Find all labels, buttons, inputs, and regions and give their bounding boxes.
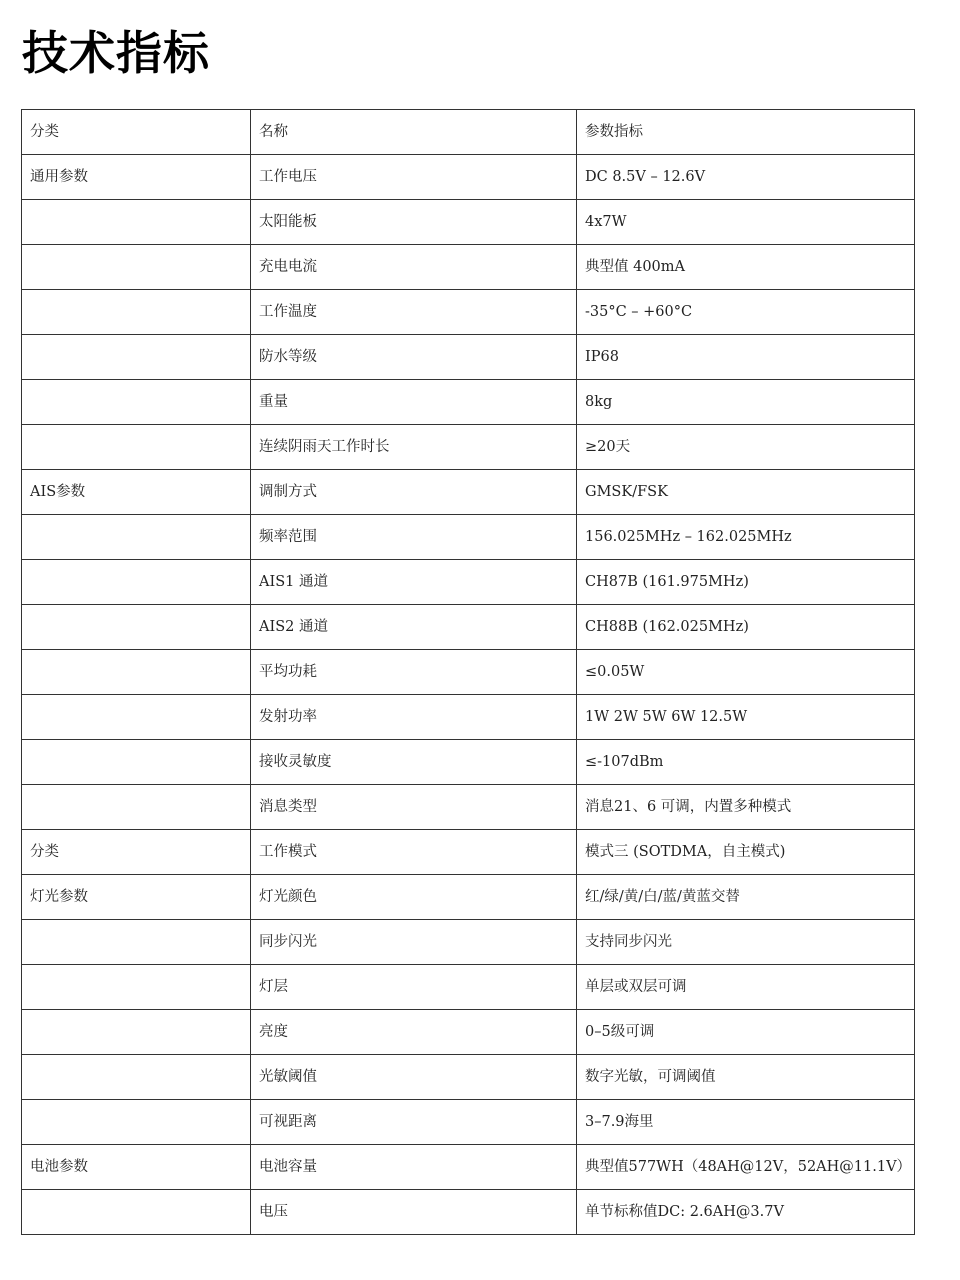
cell-category <box>22 1055 251 1100</box>
table-row <box>22 965 915 1010</box>
cell-category: AIS参数 <box>22 470 251 515</box>
cell-value: ≤-107dBm <box>577 740 915 785</box>
cell-category <box>22 425 251 470</box>
cell-name: 工作电压 <box>251 155 577 200</box>
table-row <box>22 920 915 965</box>
cell-value: 数字光敏，可调阈值 <box>577 1055 915 1100</box>
table-row <box>22 785 915 830</box>
cell-category <box>22 605 251 650</box>
cell-category: 电池参数 <box>22 1145 251 1190</box>
cell-value: IP68 <box>577 335 915 380</box>
cell-value: CH88B (162.025MHz) <box>577 605 915 650</box>
cell-name: 频率范围 <box>251 515 577 560</box>
cell-value: 8kg <box>577 380 915 425</box>
cell-name: 防水等级 <box>251 335 577 380</box>
cell-value: 单层或双层可调 <box>577 965 915 1010</box>
table-row <box>22 1145 915 1190</box>
cell-name: 调制方式 <box>251 470 577 515</box>
cell-category <box>22 200 251 245</box>
table-header-row <box>22 110 915 155</box>
cell-value: 红/绿/黄/白/蓝/黄蓝交替 <box>577 875 915 920</box>
table-row <box>22 515 915 560</box>
page-title: 技术指标 <box>22 26 210 80</box>
cell-name: 电压 <box>251 1190 577 1235</box>
table-row <box>22 560 915 605</box>
cell-value: 1W 2W 5W 6W 12.5W <box>577 695 915 740</box>
cell-value: 消息21、6 可调，内置多种模式 <box>577 785 915 830</box>
table-row <box>22 1100 915 1145</box>
header-spec: 参数指标 <box>577 110 915 155</box>
cell-name: 工作模式 <box>251 830 577 875</box>
cell-value: ≥20天 <box>577 425 915 470</box>
cell-category <box>22 650 251 695</box>
cell-value: -35°C – +60°C <box>577 290 915 335</box>
table-row <box>22 605 915 650</box>
cell-name: 亮度 <box>251 1010 577 1055</box>
table-row <box>22 155 915 200</box>
cell-name: 太阳能板 <box>251 200 577 245</box>
cell-value: CH87B (161.975MHz) <box>577 560 915 605</box>
table-row <box>22 335 915 380</box>
cell-category: 分类 <box>22 830 251 875</box>
cell-name: 充电电流 <box>251 245 577 290</box>
cell-name: AIS1 通道 <box>251 560 577 605</box>
table-row <box>22 1190 915 1235</box>
cell-category <box>22 920 251 965</box>
table-row <box>22 380 915 425</box>
table-row <box>22 695 915 740</box>
cell-name: 连续阴雨天工作时长 <box>251 425 577 470</box>
cell-category <box>22 245 251 290</box>
cell-name: 可视距离 <box>251 1100 577 1145</box>
cell-category: 通用参数 <box>22 155 251 200</box>
cell-category <box>22 695 251 740</box>
table-row <box>22 470 915 515</box>
cell-value: GMSK/FSK <box>577 470 915 515</box>
cell-category <box>22 380 251 425</box>
cell-category <box>22 740 251 785</box>
cell-category <box>22 1010 251 1055</box>
cell-category <box>22 1100 251 1145</box>
cell-category <box>22 785 251 830</box>
cell-value: 4x7W <box>577 200 915 245</box>
cell-category <box>22 1190 251 1235</box>
table-row <box>22 740 915 785</box>
table-row <box>22 875 915 920</box>
table-row <box>22 200 915 245</box>
table-row <box>22 245 915 290</box>
cell-category <box>22 965 251 1010</box>
table-row <box>22 425 915 470</box>
cell-value: 单节标称值DC: 2.6AH@3.7V <box>577 1190 915 1235</box>
cell-name: AIS2 通道 <box>251 605 577 650</box>
cell-name: 电池容量 <box>251 1145 577 1190</box>
cell-category <box>22 560 251 605</box>
cell-name: 光敏阈值 <box>251 1055 577 1100</box>
spec-table <box>21 109 915 1235</box>
cell-name: 灯光颜色 <box>251 875 577 920</box>
cell-name: 平均功耗 <box>251 650 577 695</box>
table-row <box>22 290 915 335</box>
cell-value: 0–5级可调 <box>577 1010 915 1055</box>
table-row <box>22 1055 915 1100</box>
cell-value: 支持同步闪光 <box>577 920 915 965</box>
table-row <box>22 650 915 695</box>
cell-name: 接收灵敏度 <box>251 740 577 785</box>
cell-category: 灯光参数 <box>22 875 251 920</box>
cell-value: 典型值577WH（48AH@12V，52AH@11.1V） <box>577 1145 915 1190</box>
cell-name: 同步闪光 <box>251 920 577 965</box>
cell-category <box>22 515 251 560</box>
cell-category <box>22 290 251 335</box>
cell-value: 156.025MHz – 162.025MHz <box>577 515 915 560</box>
table-row <box>22 1010 915 1055</box>
cell-value: 3–7.9海里 <box>577 1100 915 1145</box>
cell-value: DC 8.5V – 12.6V <box>577 155 915 200</box>
header-category: 分类 <box>22 110 251 155</box>
cell-name: 灯层 <box>251 965 577 1010</box>
table-row <box>22 830 915 875</box>
cell-name: 重量 <box>251 380 577 425</box>
cell-name: 发射功率 <box>251 695 577 740</box>
cell-name: 消息类型 <box>251 785 577 830</box>
cell-value: 典型值 400mA <box>577 245 915 290</box>
header-name: 名称 <box>251 110 577 155</box>
cell-category <box>22 335 251 380</box>
cell-name: 工作温度 <box>251 290 577 335</box>
cell-value: ≤0.05W <box>577 650 915 695</box>
cell-value: 模式三 (SOTDMA，自主模式) <box>577 830 915 875</box>
spec-table-body <box>22 110 915 1235</box>
